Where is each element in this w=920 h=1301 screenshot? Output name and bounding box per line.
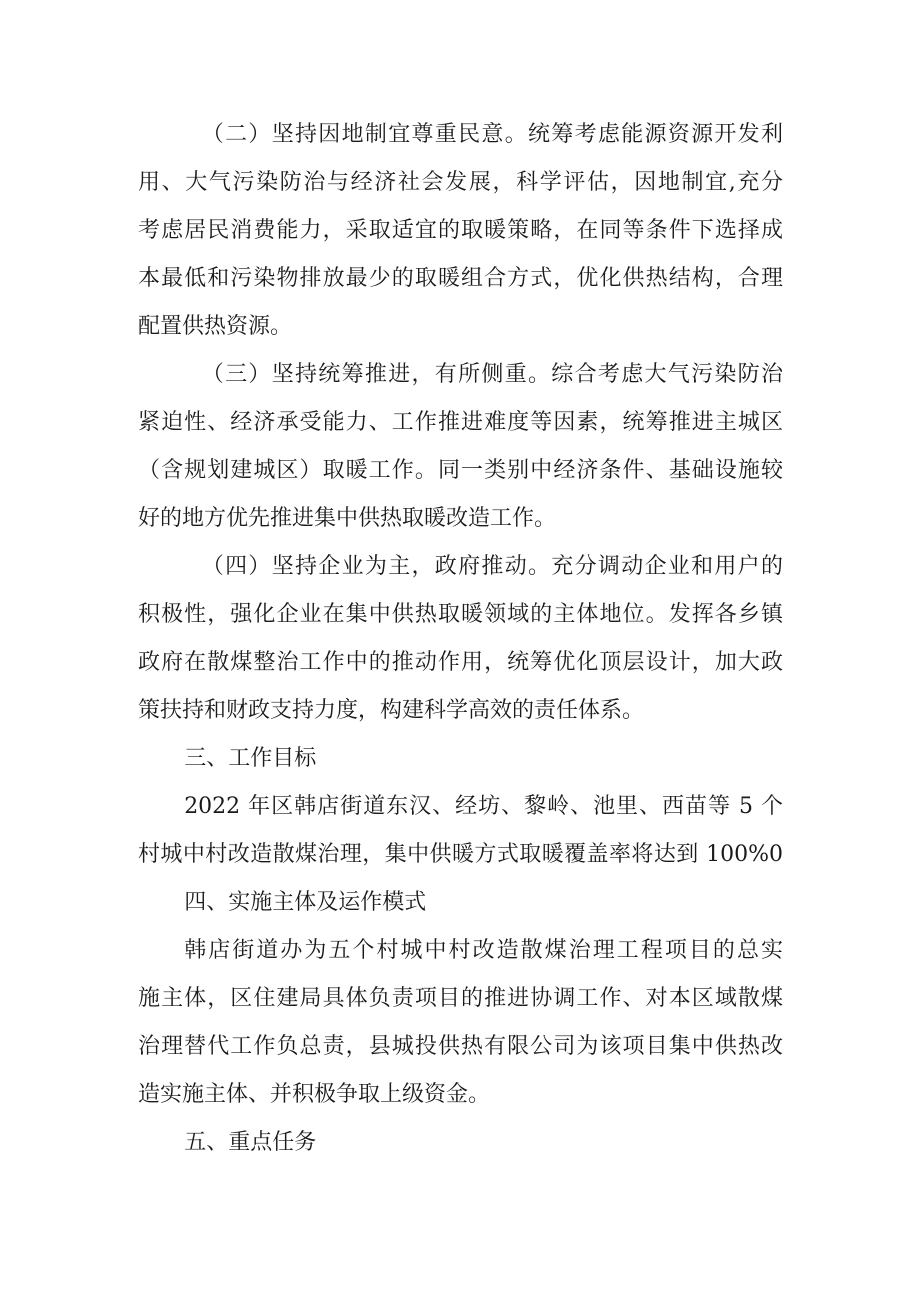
paragraph-line: 配置供热资源。 bbox=[138, 314, 293, 339]
paragraph-line: 韩店街道办为五个村城中村改造散煤治理工程项目的总实 bbox=[184, 938, 783, 963]
paragraph-line: 紧迫性、经济承受能力、工作推进难度等因素，统筹推进主城区 bbox=[138, 410, 783, 435]
paragraph-principle-2 bbox=[138, 111, 783, 351]
paragraph-line: 施主体，区住建局具体负责项目的推进协调工作、对本区域散煤 bbox=[138, 986, 783, 1011]
section-heading-key-tasks: 五、重点任务 bbox=[184, 1130, 317, 1155]
paragraph-line: 好的地方优先推进集中供热取暖改造工作。 bbox=[138, 506, 557, 531]
paragraph-line: 考虑居民消费能力，采取适宜的取暖策略，在同等条件下选择成 bbox=[138, 218, 783, 243]
paragraph-line: 政府在散煤整治工作中的推动作用，统筹优化顶层设计，加大政 bbox=[138, 650, 783, 675]
paragraph-line: （含规划建城区）取暖工作。同一类别中经济条件、基础设施较 bbox=[138, 458, 783, 483]
paragraph-line: 用、大气污染防治与经济社会发展，科学评估，因地制宜,充分 bbox=[138, 170, 783, 195]
paragraph-line: 策扶持和财政支持力度，构建科学高效的责任体系。 bbox=[138, 698, 645, 723]
paragraph-line: 积极性，强化企业在集中供热取暖领域的主体地位。发挥各乡镇 bbox=[138, 602, 783, 627]
paragraph-line: 村城中村改造散煤治理，集中供暖方式取暖覆盖率将达到 100%0 bbox=[138, 842, 783, 867]
paragraph-line: （三）坚持统筹推进，有所侧重。综合考虑大气污染防治 bbox=[201, 362, 783, 387]
paragraph-implementation bbox=[138, 927, 783, 1119]
paragraph-line: 造实施主体、并积极争取上级资金。 bbox=[138, 1082, 491, 1107]
paragraph-line: 本最低和污染物排放最少的取暖组合方式，优化供热结构，合理 bbox=[138, 266, 783, 291]
document-body bbox=[138, 111, 783, 1167]
paragraph-line: （四）坚持企业为主，政府推动。充分调动企业和用户的 bbox=[201, 554, 783, 579]
paragraph-principle-4 bbox=[138, 543, 783, 735]
paragraph-line: （二）坚持因地制宜尊重民意。统筹考虑能源资源开发利 bbox=[201, 122, 783, 147]
paragraph-line: 治理替代工作负总责，县城投供热有限公司为该项目集中供热改 bbox=[138, 1034, 783, 1059]
paragraph-principle-3 bbox=[138, 351, 783, 543]
paragraph-goals bbox=[138, 783, 783, 879]
section-heading-implementation: 四、实施主体及运作模式 bbox=[184, 890, 427, 915]
paragraph-line: 2022 年区韩店街道东汉、经坊、黎岭、池里、西苗等 5 个 bbox=[184, 794, 783, 819]
section-heading-goals: 三、工作目标 bbox=[184, 746, 317, 771]
